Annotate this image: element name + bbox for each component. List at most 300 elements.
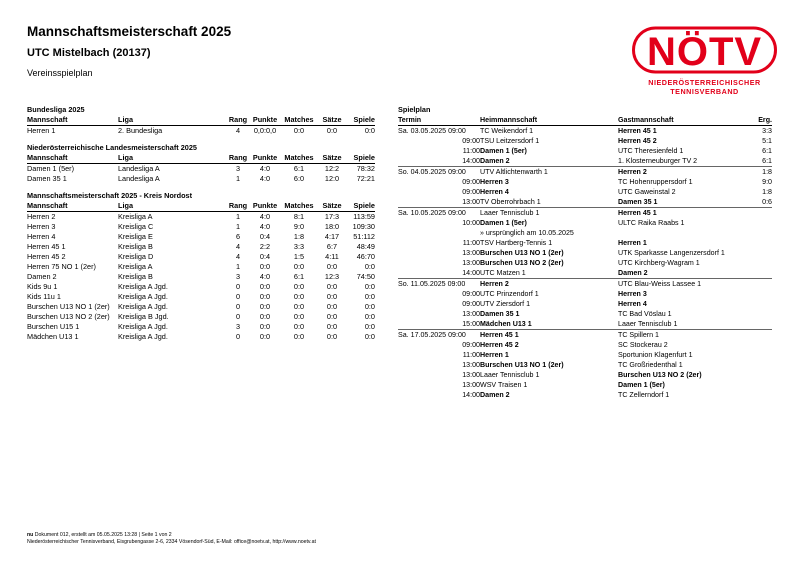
cell-rang: 1 [235,174,241,183]
cell-heim: Herren 45 2 [480,341,519,349]
document-subtitle: Vereinsspielplan [27,68,93,78]
cell-gast: ULTC Raika Raabs 1 [618,219,685,227]
cell-termin: 09:00 [462,137,480,145]
cell-rang: 1 [235,222,241,231]
cell-saetze: 4:17 [324,232,340,241]
schedule-row [398,268,772,279]
cell-erg [752,268,772,279]
cell-punkte: 0,0:0,0 [253,126,277,135]
cell-termin [398,228,480,238]
schedule-row [398,299,772,309]
table-row [27,262,375,272]
col-punkte: Punkte [252,201,278,210]
cell-heim: Damen 2 [480,391,510,399]
cell-erg [752,208,772,219]
table-row [27,174,375,184]
cell-erg [752,228,772,238]
cell-gast: Damen 35 1 [618,198,658,206]
cell-erg [752,248,772,258]
cell-termin: 14:00 [462,157,480,165]
cell-punkte: 4:0 [259,272,271,281]
cell-heim: Laaer Tennisclub 1 [480,208,618,219]
cell-heim: TC Weikendorf 1 [480,127,534,135]
col-gast: Gastmannschaft [618,116,674,124]
cell-heim: » ursprünglich am 10.05.2025 [480,229,574,237]
cell-liga: Kreisliga E [118,232,153,241]
schedule-title: Spielplan [398,105,431,114]
cell-rang: 3 [235,322,241,331]
club-name: UTC Mistelbach (20137) [27,47,151,59]
cell-spiele: 78:32 [356,164,375,173]
cell-gast: UTC Kirchberg-Wagram 1 [618,259,700,267]
cell-spiele: 113:59 [353,212,375,221]
cell-mannschaft: Herren 75 NO 1 (2er) [27,262,96,271]
cell-spiele: 0:0 [364,322,375,331]
cell-rang: 6 [235,232,241,241]
col-spiele: Spiele [353,115,375,124]
footer-line-1 [27,532,316,539]
cell-spiele: 0:0 [364,312,375,321]
cell-termin: 09:00 [462,178,480,186]
cell-mannschaft: Herren 2 [27,212,56,221]
cell-spiele: 0:0 [364,262,375,271]
cell-spiele: 46:70 [356,252,375,261]
cell-gast: SC Stockerau 2 [618,341,668,349]
col-mannschaft: Mannschaft [27,153,68,162]
col-erg: Erg. [758,116,772,124]
cell-liga: Kreisliga A Jgd. [118,292,168,301]
cell-matches: 0:0 [293,302,305,311]
cell-erg: 0:6 [762,198,772,206]
cell-gast: Damen 2 [618,269,648,277]
cell-rang: 0 [235,282,241,291]
cell-termin: So. 11.05.2025 09:00 [398,279,480,290]
cell-liga: Kreisliga A [118,212,153,221]
cell-erg [752,238,772,248]
cell-termin: Sa. 17.05.2025 09:00 [398,330,480,341]
cell-gast: Sportunion Klagenfurt 1 [618,351,693,359]
table-row [27,322,375,332]
cell-punkte: 0:0 [259,312,271,321]
cell-liga: Kreisliga C [118,222,154,231]
schedule-row [398,350,772,360]
standings-panel [27,105,375,342]
cell-erg [752,258,772,268]
schedule-row [398,279,772,290]
cell-mannschaft: Herren 1 [27,126,56,135]
cell-erg [752,370,772,380]
cell-rang: 0 [235,332,241,341]
cell-heim: Damen 1 (5er) [480,219,527,227]
cell-heim: TSU Leitzersdorf 1 [480,137,540,145]
cell-termin: Sa. 03.05.2025 09:00 [398,127,466,135]
cell-liga: 2. Bundesliga [118,126,163,135]
schedule-body [398,126,772,401]
cell-erg: 3:3 [762,127,772,135]
cell-matches: 0:0 [293,292,305,301]
cell-spiele: 0:0 [364,126,375,135]
cell-termin: 13:00 [462,249,480,257]
cell-matches: 1:5 [293,252,305,261]
cell-punkte: 4:0 [259,164,271,173]
cell-heim: Herren 3 [480,178,509,186]
table-row [27,302,375,312]
cell-saetze: 4:11 [325,252,339,261]
section-gap [27,136,375,143]
cell-termin: 09:00 [462,300,480,308]
cell-gast: TC Hohenruppersdorf 1 [618,178,693,186]
table-row [27,312,375,322]
table-row [27,252,375,262]
cell-liga: Landesliga A [118,164,160,173]
cell-saetze: 0:0 [326,292,338,301]
schedule-row [398,258,772,268]
cell-heim: TSV Hartberg-Tennis 1 [480,239,553,247]
cell-gast: UTC Blau-Weiss Lassee 1 [618,279,752,290]
cell-erg [752,309,772,319]
cell-termin: Sa. 10.05.2025 09:00 [398,208,480,219]
cell-erg: 1:8 [752,167,772,178]
cell-erg [752,289,772,299]
cell-erg [752,380,772,390]
cell-gast: Herren 4 [618,300,647,308]
noetv-logo [632,24,777,96]
cell-liga: Landesliga A [118,174,160,183]
schedule-row [398,309,772,319]
cell-erg [752,360,772,370]
logo-wordmark: NÖTV [646,30,763,74]
cell-rang: 1 [235,212,241,221]
cell-erg [752,340,772,350]
cell-saetze: 0:0 [326,332,338,341]
cell-termin: 09:00 [462,188,480,196]
cell-erg [752,390,772,400]
col-rang: Rang [228,201,248,210]
schedule-row [398,187,772,197]
col-liga: Liga [118,153,133,162]
section-title: Mannschaftsmeisterschaft 2025 - Kreis Nordost [27,191,193,200]
cell-gast: UTC Theresienfeld 1 [618,147,684,155]
cell-liga: Kreisliga A Jgd. [118,332,168,341]
col-matches: Matches [284,153,314,162]
cell-liga: Kreisliga A Jgd. [118,302,168,311]
section-title: Niederösterreichische Landesmeisterschaft 2025 [27,143,197,152]
cell-spiele: 0:0 [364,332,375,341]
cell-heim: UTV Altlichtenwarth 1 [480,167,618,178]
cell-mannschaft: Damen 2 [27,272,57,281]
cell-termin: 15:00 [462,320,480,328]
cell-punkte: 0:0 [259,332,271,341]
cell-erg [752,319,772,330]
cell-heim: Herren 1 [480,351,509,359]
col-termin: Termin [398,116,422,124]
cell-matches: 8:1 [293,212,305,221]
schedule-row [398,167,772,178]
cell-liga: Kreisliga A Jgd. [118,282,168,291]
footer-brand: nu [27,532,34,538]
standings-sections [27,105,375,342]
cell-liga: Kreisliga B Jgd. [118,312,169,321]
cell-gast: Herren 45 2 [618,137,657,145]
cell-heim: WSV Traisen 1 [480,381,528,389]
cell-spiele: 72:21 [356,174,375,183]
schedule-row [398,126,772,137]
col-mannschaft: Mannschaft [27,115,68,124]
cell-erg: 1:8 [762,188,772,196]
cell-liga: Kreisliga A [118,262,153,271]
cell-erg [752,299,772,309]
cell-heim: UTV Ziersdorf 1 [480,300,531,308]
cell-saetze: 12:3 [324,272,340,281]
col-rang: Rang [228,115,248,124]
cell-rang: 3 [235,164,241,173]
col-heim: Heimmannschaft [480,116,538,124]
cell-spiele: 48:49 [356,242,375,251]
table-row [27,332,375,342]
cell-matches: 6:1 [293,272,305,281]
cell-saetze: 12:2 [324,164,340,173]
cell-termin: 13:00 [462,381,480,389]
schedule-row [398,390,772,400]
cell-spiele: 0:0 [364,282,375,291]
cell-saetze: 12:0 [324,174,340,183]
schedule-row [398,228,772,238]
document-title: Mannschaftsmeisterschaft 2025 [27,24,232,39]
schedule-row [398,146,772,156]
cell-termin: 11:00 [462,147,480,155]
schedule-row [398,319,772,330]
col-punkte: Punkte [252,153,278,162]
cell-gast: 1. Klosterneuburger TV 2 [618,157,698,165]
footer-doc-info: Dokument 012, erstellt am 05.05.2025 13:28 | Seite 1 von 2 [34,532,172,538]
cell-gast: Damen 1 (5er) [618,381,665,389]
col-saetze: Sätze [322,153,342,162]
cell-gast: UTK Sparkasse Langenzersdorf 1 [618,249,725,257]
cell-mannschaft: Mädchen U13 1 [27,332,79,341]
logo-line-1: NIEDERÖSTERREICHISCHER [648,78,761,87]
standings-table [27,153,375,184]
cell-saetze: 0:0 [326,262,338,271]
cell-gast [618,228,752,238]
schedule-row [398,248,772,258]
schedule-row [398,156,772,167]
cell-saetze: 17:3 [324,212,340,221]
col-punkte: Punkte [252,115,278,124]
cell-saetze: 0:0 [326,302,338,311]
standings-header-row [27,153,375,164]
standings-table [27,115,375,136]
section-gap [27,184,375,191]
cell-gast: TC Spillern 1 [618,330,752,341]
cell-mannschaft: Herren 45 2 [27,252,66,261]
cell-erg: 6:1 [762,157,772,165]
schedule-row [398,330,772,341]
cell-erg: 9:0 [762,178,772,186]
cell-gast: Herren 3 [618,290,647,298]
cell-termin: 09:00 [462,290,480,298]
cell-liga: Kreisliga D [118,252,154,261]
cell-saetze: 0:0 [326,312,338,321]
cell-mannschaft: Damen 35 1 [27,174,67,183]
cell-spiele: 109:30 [352,222,375,231]
cell-mannschaft: Burschen U13 NO 2 (2er) [27,312,110,321]
cell-erg [752,330,772,341]
cell-saetze: 0:0 [326,282,338,291]
cell-rang: 0 [235,302,241,311]
table-row [27,232,375,242]
cell-gast: Herren 1 [618,239,647,247]
col-spiele: Spiele [353,153,375,162]
table-row [27,164,375,175]
schedule-row [398,380,772,390]
cell-rang: 4 [235,252,241,261]
col-rang: Rang [228,153,248,162]
schedule-row [398,289,772,299]
cell-punkte: 2:2 [259,242,271,251]
cell-punkte: 4:0 [259,174,271,183]
table-row [27,272,375,282]
cell-punkte: 0:0 [259,262,271,271]
cell-matches: 9:0 [293,222,305,231]
cell-termin: 09:00 [462,341,480,349]
cell-termin: So. 04.05.2025 09:00 [398,167,480,178]
cell-punkte: 0:0 [259,322,271,331]
cell-heim: Mädchen U13 1 [480,320,532,328]
cell-heim: Burschen U13 NO 1 (2er) [480,249,564,257]
cell-matches: 0:0 [293,312,305,321]
cell-spiele: 51:112 [353,232,375,241]
cell-heim: TV Oberrohrbach 1 [480,198,541,206]
cell-termin: 13:00 [462,371,480,379]
cell-rang: 4 [235,126,241,135]
cell-termin: 14:00 [462,269,480,277]
noetv-logo-graphic [632,24,777,76]
cell-matches: 0:0 [293,126,305,135]
cell-mannschaft: Damen 1 (5er) [27,164,75,173]
schedule-panel [398,105,772,400]
cell-heim: Burschen U13 NO 1 (2er) [480,361,564,369]
schedule-table [398,115,772,400]
cell-rang: 0 [235,292,241,301]
cell-saetze: 6:7 [326,242,338,251]
col-saetze: Sätze [322,115,342,124]
cell-erg: 5:1 [762,137,772,145]
cell-mannschaft: Herren 45 1 [27,242,66,251]
cell-heim: UTC Matzen 1 [480,269,526,277]
cell-heim: Damen 35 1 [480,310,520,318]
col-liga: Liga [118,201,133,210]
col-spiele: Spiele [353,201,375,210]
schedule-row [398,340,772,350]
cell-matches: 0:0 [293,332,305,341]
cell-termin: 13:00 [462,259,480,267]
cell-matches: 6:0 [293,174,305,183]
cell-erg [752,279,772,290]
schedule-row [398,360,772,370]
cell-mannschaft: Herren 4 [27,232,56,241]
cell-punkte: 0:4 [259,252,271,261]
cell-spiele: 0:0 [364,292,375,301]
cell-termin: 11:00 [462,239,480,247]
schedule-row [398,197,772,208]
col-matches: Matches [284,115,314,124]
cell-rang: 3 [235,272,241,281]
schedule-row [398,177,772,187]
cell-termin: 11:00 [462,351,480,359]
cell-punkte: 0:4 [259,232,271,241]
cell-termin: 13:00 [462,198,480,206]
cell-gast: TC Zellerndorf 1 [618,391,670,399]
standings-header-row [27,201,375,212]
cell-gast: Herren 45 1 [618,127,657,135]
cell-liga: Kreisliga B [118,272,153,281]
cell-punkte: 0:0 [259,292,271,301]
cell-matches: 0:0 [293,262,305,271]
schedule-header-row [398,115,772,126]
schedule-row [398,218,772,228]
standings-header-row [27,115,375,126]
cell-erg [752,218,772,228]
cell-gast: TC Bad Vöslau 1 [618,310,672,318]
cell-saetze: 18:0 [324,222,340,231]
cell-termin: 13:00 [462,310,480,318]
table-row [27,242,375,252]
footer [27,532,316,546]
cell-heim: UTC Prinzendorf 1 [480,290,539,298]
schedule-row [398,370,772,380]
cell-punkte: 0:0 [259,302,271,311]
cell-heim: Herren 45 1 [480,330,618,341]
cell-erg: 6:1 [762,147,772,155]
cell-termin: 10:00 [462,219,480,227]
cell-gast: UTC Gaweinstal 2 [618,188,676,196]
table-row [27,282,375,292]
col-matches: Matches [284,201,314,210]
cell-saetze: 0:0 [326,126,338,135]
cell-matches: 6:1 [293,164,305,173]
cell-gast: Burschen U13 NO 2 (2er) [618,371,702,379]
cell-termin: 14:00 [462,391,480,399]
cell-heim: Laaer Tennisclub 1 [480,371,540,379]
schedule-row [398,238,772,248]
col-saetze: Sätze [322,201,342,210]
schedule-row [398,208,772,219]
cell-gast: Laaer Tennisclub 1 [618,320,678,328]
col-mannschaft: Mannschaft [27,201,68,210]
cell-mannschaft: Burschen U15 1 [27,322,80,331]
cell-heim: Burschen U13 NO 2 (2er) [480,259,564,267]
cell-saetze: 0:0 [326,322,338,331]
cell-rang: 1 [235,262,241,271]
cell-gast: Herren 2 [618,167,752,178]
cell-punkte: 4:0 [259,222,271,231]
cell-liga: Kreisliga A Jgd. [118,322,168,331]
cell-liga: Kreisliga B [118,242,153,251]
cell-gast: Herren 45 1 [618,208,752,219]
cell-mannschaft: Herren 3 [27,222,56,231]
table-row [27,222,375,232]
cell-punkte: 4:0 [259,212,271,221]
schedule-row [398,136,772,146]
cell-gast: TC Großriedenthal 1 [618,361,683,369]
cell-mannschaft: Kids 9u 1 [27,282,58,291]
cell-rang: 4 [235,242,241,251]
section-title: Bundesliga 2025 [27,105,85,114]
cell-matches: 1:8 [293,232,305,241]
cell-mannschaft: Kids 11u 1 [27,292,61,301]
cell-matches: 0:0 [293,322,305,331]
cell-spiele: 0:0 [364,302,375,311]
